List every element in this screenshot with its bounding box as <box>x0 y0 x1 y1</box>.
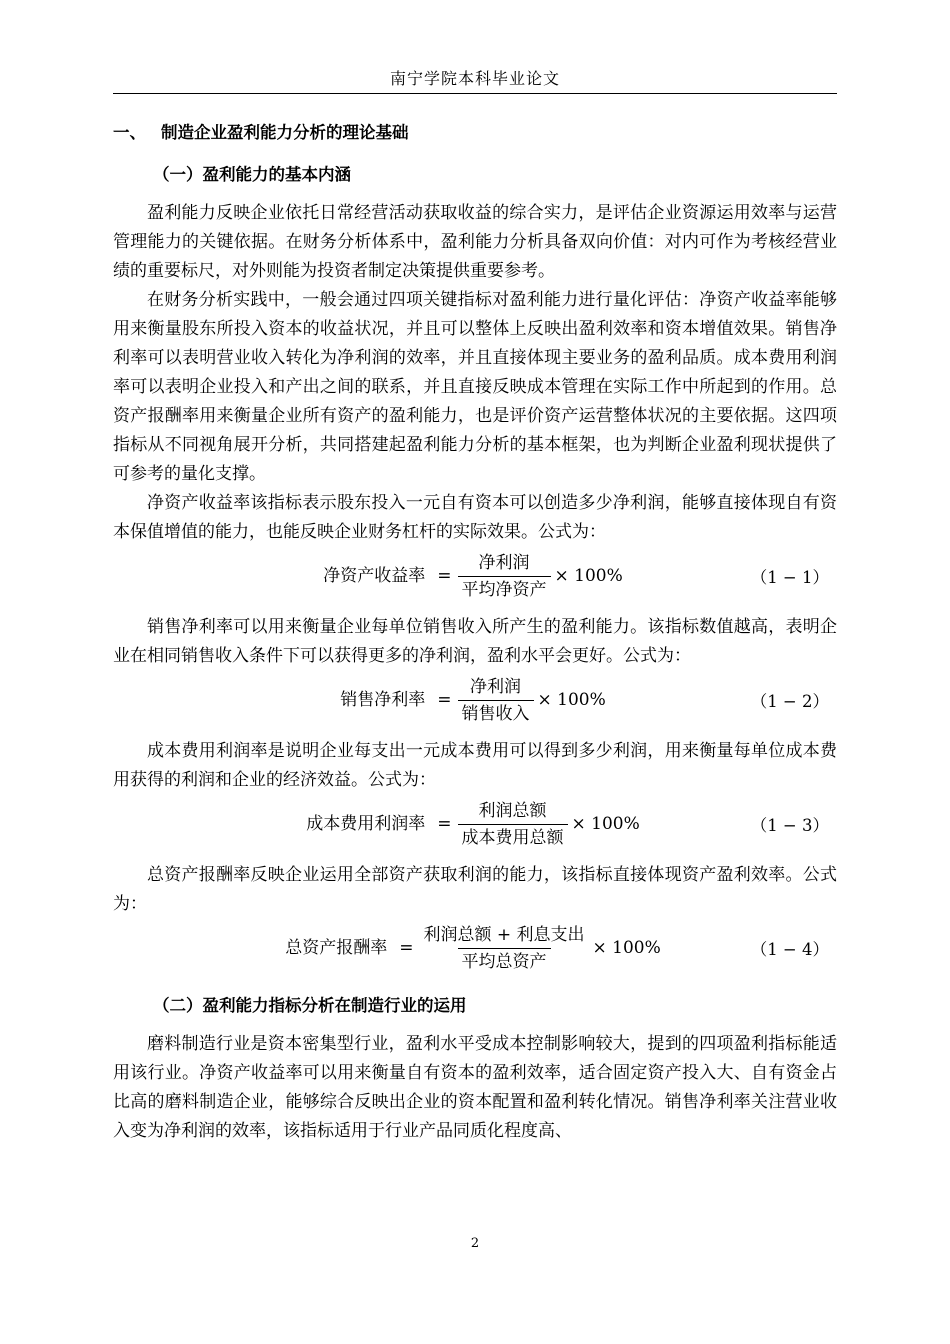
formula-1-2 <box>113 673 837 727</box>
denominator: 成本费用总额 <box>458 824 568 849</box>
fraction <box>458 552 551 601</box>
equals-sign: = <box>399 937 414 958</box>
formula-lhs: 成本费用利润率 <box>306 813 426 834</box>
multiplier: × 100% <box>571 813 640 834</box>
formula-1-4 <box>113 921 837 975</box>
multiplier: × 100% <box>592 937 661 958</box>
numerator: 净利润 <box>478 552 530 573</box>
paragraph-6: 总资产报酬率反映企业运用全部资产获取利润的能力，该指标直接体现资产盈利效率。公式为： <box>113 865 837 914</box>
section-number: 一、 <box>113 123 146 142</box>
subsection-heading-1: （一）盈利能力的基本内涵 <box>153 165 351 184</box>
equals-sign: = <box>437 689 452 710</box>
running-header: 南宁学院本科毕业论文 <box>389 69 560 88</box>
subsection-heading-2: （二）盈利能力指标分析在制造行业的运用 <box>153 996 467 1015</box>
denominator: 销售收入 <box>458 700 534 725</box>
paragraph-1: 盈利能力反映企业依托日常经营活动获取收益的综合实力，是评估企业资源运用效率与运营管理能力的关键依据。在财务分析体系中，盈利能力分析具备双向价值：对内可作为考核经营业绩的重要标尺，对外则能为投资者制定决策提供重要参考。 <box>113 203 837 281</box>
formula-lhs: 总资产报酬率 <box>285 937 388 958</box>
equals-sign: = <box>437 565 452 586</box>
section-title: 制造企业盈利能力分析的理论基础 <box>161 123 409 142</box>
numerator: 利润总额 + 利息支出 <box>423 924 585 945</box>
formula-lhs: 销售净利率 <box>340 689 426 710</box>
multiplier: × 100% <box>537 689 606 710</box>
numerator: 净利润 <box>470 676 521 697</box>
section-heading <box>113 118 837 147</box>
numerator: 利润总额 <box>478 800 547 821</box>
paragraph-5: 成本费用利润率是说明企业每支出一元成本费用可以得到多少利润，用来衡量每单位成本费用获得的利润和企业的经济效益。公式为： <box>113 741 837 790</box>
formula-1-3 <box>113 797 837 851</box>
fraction <box>458 800 568 849</box>
equation-number: （1 − 3） <box>750 816 829 835</box>
paragraph-3: 净资产收益率该指标表示股东投入一元自有资本可以创造多少净利润，能够直接体现自有资本保值增值的能力，也能反映企业财务杠杆的实际效果。公式为： <box>113 493 837 542</box>
page-body <box>113 118 837 1146</box>
page-number: 2 <box>470 1236 480 1251</box>
paragraph-7: 磨料制造行业是资本密集型行业，盈利水平受成本控制影响较大，提到的四项盈利指标能适用该行业。净资产收益率可以用来衡量自有资本的盈利效率，适合固定资产投入大、自有资金占比高的磨料制造企业，能够综合反映出企业的资本配置和盈利转化情况。销售净利率关注营业收入变为净利润的效率，该指标适用于行业产品同质化程度高、 <box>113 1034 837 1141</box>
fraction <box>419 924 588 973</box>
header-rule <box>113 93 837 94</box>
denominator: 平均总资产 <box>458 948 551 973</box>
equals-sign: = <box>437 813 452 834</box>
paragraph-4: 销售净利率可以用来衡量企业每单位销售收入所产生的盈利能力。该指标数值越高，表明企业在相同销售收入条件下可以获得更多的净利润，盈利水平会更好。公式为： <box>113 617 837 666</box>
denominator: 平均净资产 <box>458 576 551 601</box>
equation-number: （1 − 4） <box>750 940 829 959</box>
formula-lhs: 净资产收益率 <box>323 565 426 586</box>
paragraph-2: 在财务分析实践中，一般会通过四项关键指标对盈利能力进行量化评估：净资产收益率能够用来衡量股东所投入资本的收益状况，并且可以整体上反映出盈利效率和资本增值效果。销售净利率可以表明营业收入转化为净利润的效率，并且直接体现主要业务的盈利品质。成本费用利润率可以表明企业投入和产出之间的联系，并且直接反映成本管理在实际工作中所起到的作用。总资产报酬率用来衡量企业所有资产的盈利能力，也是评价资产运营整体状况的主要依据。这四项指标从不同视角展开分析，共同搭建起盈利能力分析的基本框架，也为判断企业盈利现状提供了可参考的量化支撑。 <box>113 290 837 484</box>
equation-number: （1 − 1） <box>750 568 829 587</box>
multiplier: × 100% <box>554 565 623 586</box>
equation-number: （1 − 2） <box>750 692 829 711</box>
formula-1-1 <box>113 549 837 603</box>
fraction <box>458 676 534 725</box>
